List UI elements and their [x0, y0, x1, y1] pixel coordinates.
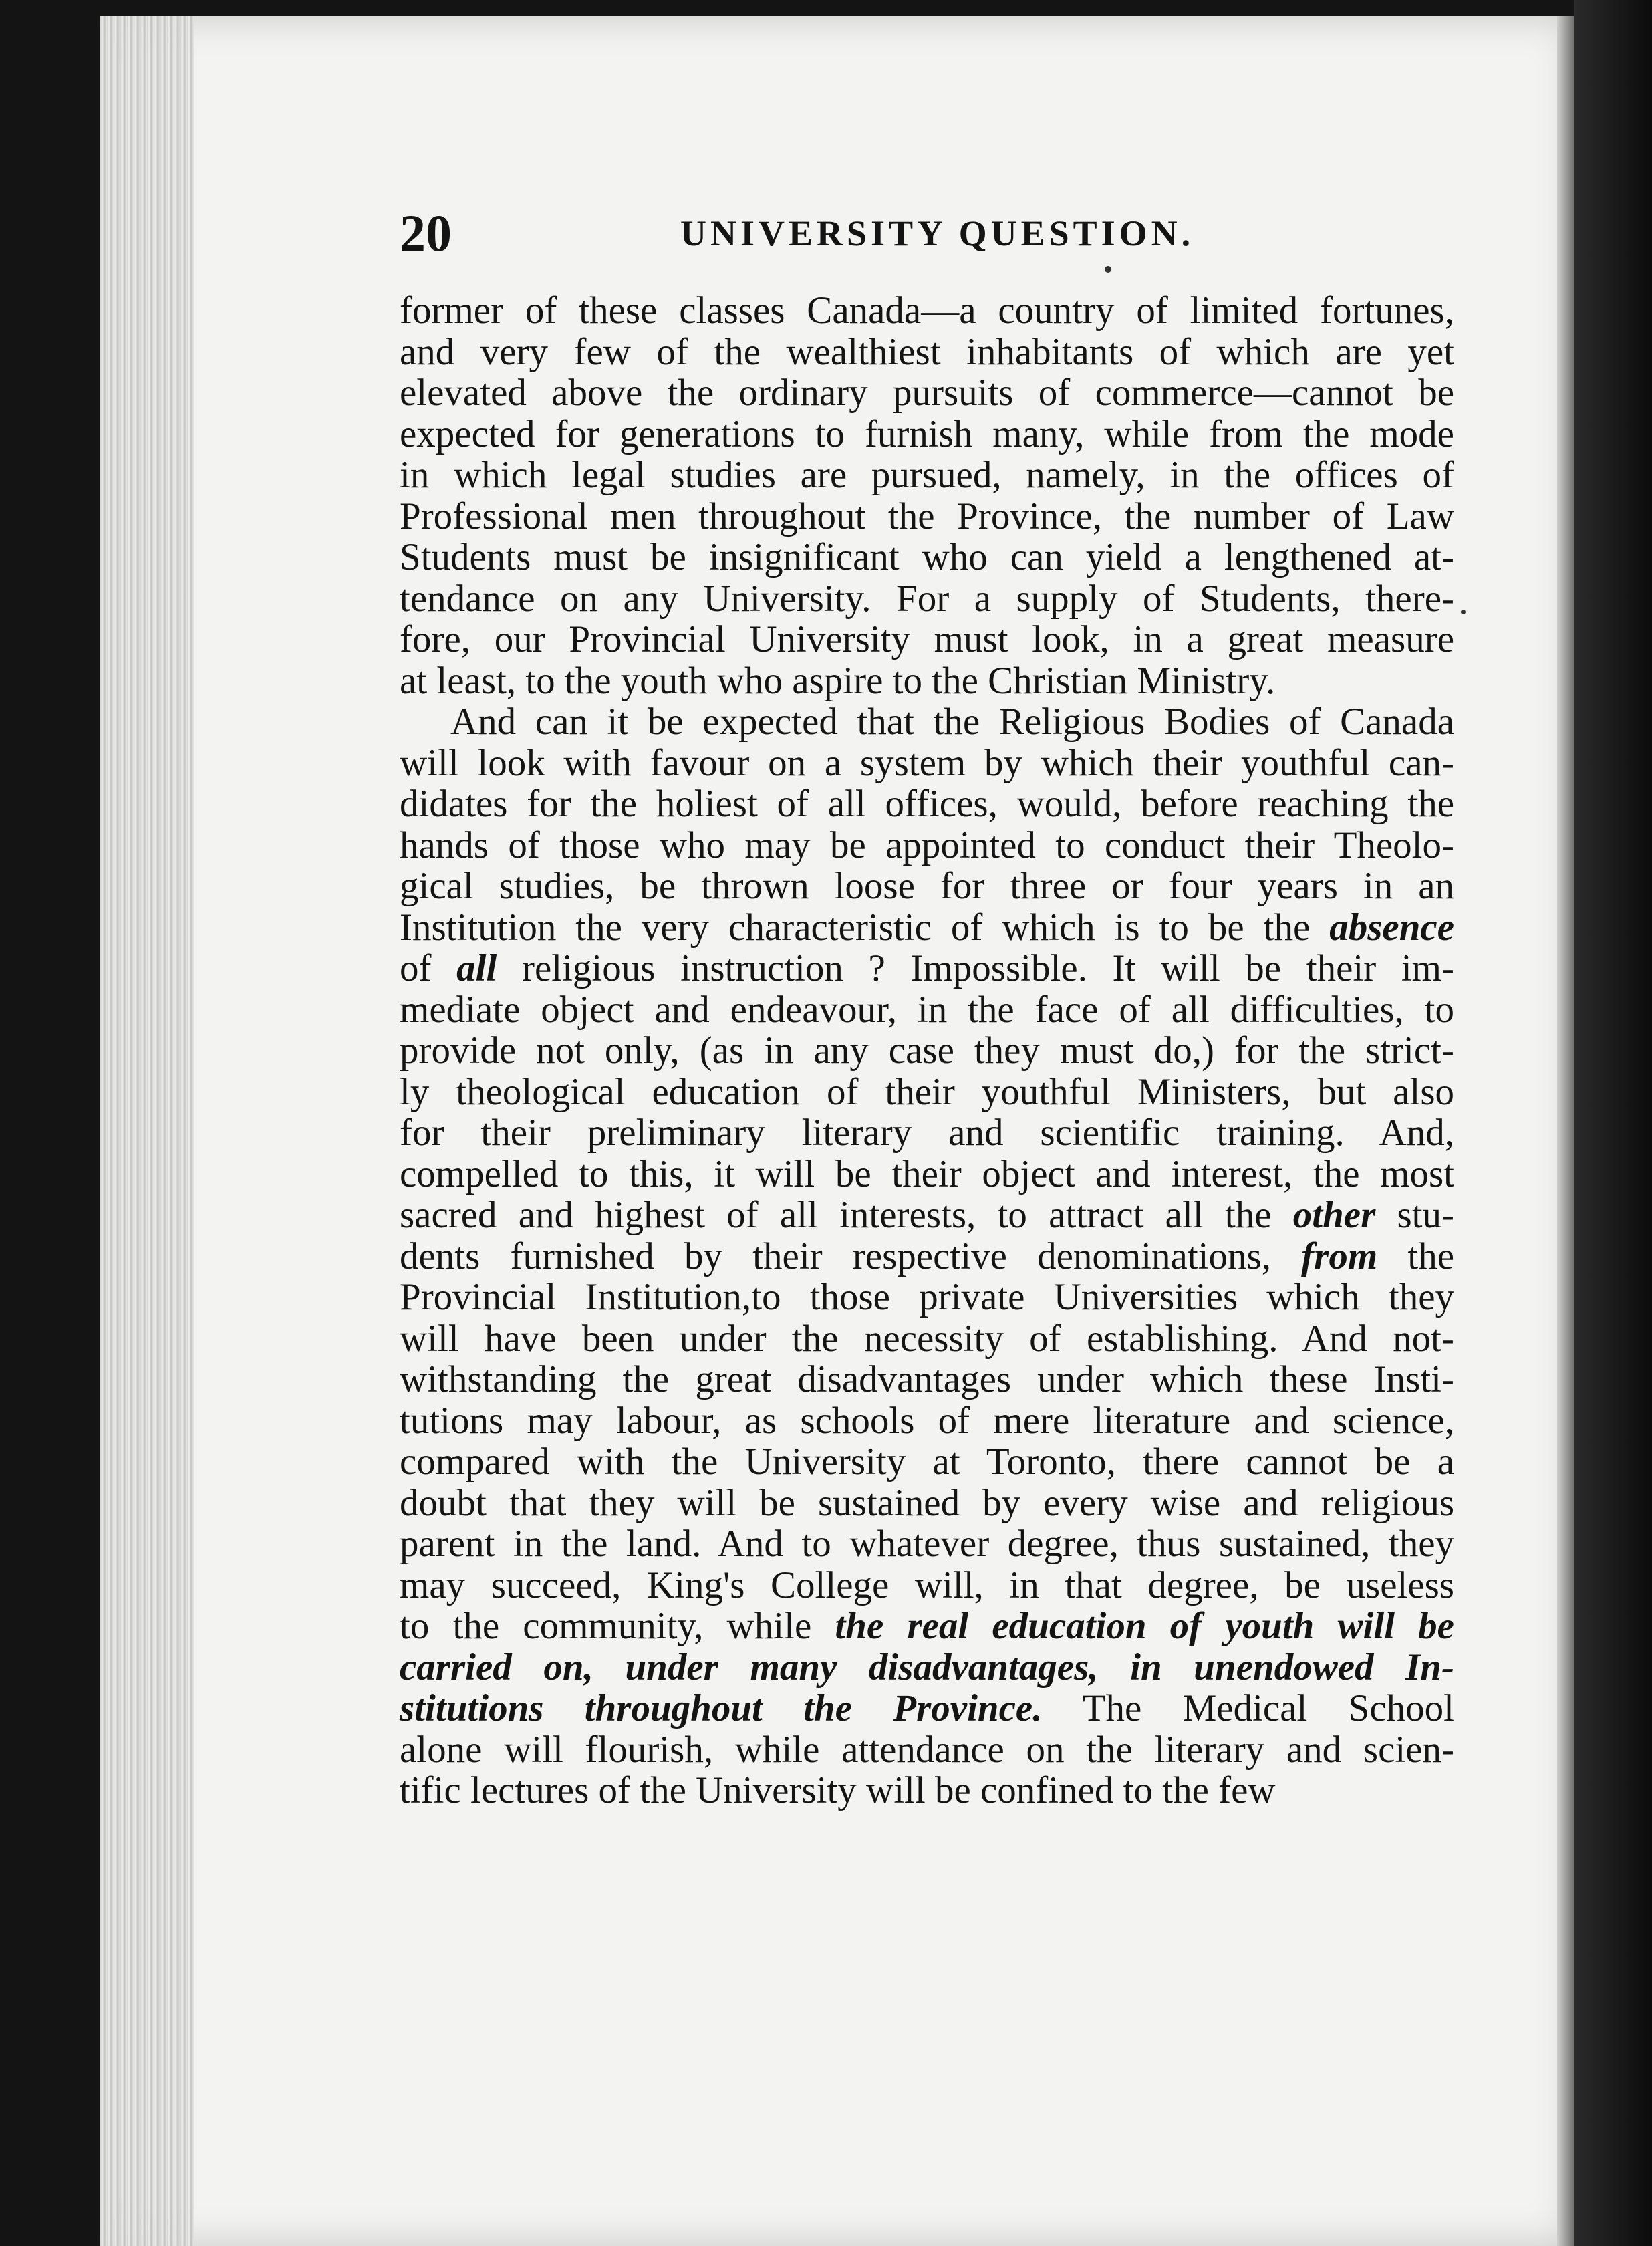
text-segment: to the community, while — [400, 1605, 835, 1647]
text-segment: hands of those who may be appointed to conduct their Theolo- — [400, 824, 1454, 866]
text-line — [400, 825, 1454, 866]
margin-dot-mark — [1461, 610, 1466, 614]
text-segment: and very few of the wealthiest inhabitants of which are yet — [400, 330, 1454, 373]
text-line — [400, 372, 1454, 414]
text-line — [400, 455, 1454, 496]
text-segment: gical studies, be thrown loose for three or four years in an — [400, 865, 1454, 907]
text-segment: compared with the University at Toronto, there cannot be a — [400, 1441, 1454, 1483]
text-segment: stu- — [1375, 1194, 1455, 1236]
text-line — [400, 619, 1454, 660]
text-line — [400, 1400, 1454, 1442]
text-line — [400, 701, 1454, 743]
text-line — [400, 496, 1454, 537]
text-line — [400, 1154, 1454, 1195]
text-line — [400, 414, 1454, 455]
running-head — [400, 203, 1469, 270]
text-segment: may succeed, King's College will, in that degree, be useless — [400, 1564, 1454, 1606]
ink-dot-mark — [1105, 266, 1111, 273]
running-head-title: UNIVERSITY QUESTION. — [680, 213, 1195, 253]
text-segment: religious instruction ? Impossible. It will be their im- — [497, 947, 1455, 989]
text-line — [400, 1359, 1454, 1400]
text-segment: the — [1377, 1235, 1454, 1277]
text-line — [400, 1565, 1454, 1606]
text-line — [400, 1441, 1454, 1483]
text-line — [400, 1688, 1454, 1729]
text-segment: tific lectures of the University will be confined to the few — [400, 1769, 1276, 1812]
text-segment: parent in the land. And to whatever degree, thus sustained, they — [400, 1523, 1454, 1565]
text-segment: at least, to the youth who aspire to the Christian Ministry. — [400, 659, 1276, 702]
italic-text: other — [1292, 1194, 1376, 1236]
text-line — [400, 1318, 1454, 1360]
text-line — [400, 1195, 1454, 1236]
italic-text: absence — [1329, 906, 1454, 949]
text-segment: Institution the very characteristic of which is to be the — [400, 906, 1330, 949]
text-line — [400, 743, 1454, 784]
text-segment: The Medical School — [1042, 1687, 1454, 1729]
text-line — [400, 1030, 1454, 1072]
text-segment: Students must be insignificant who can yield a lengthened at- — [400, 536, 1454, 578]
text-segment: fore, our Provincial University must look, in a great measure — [400, 618, 1454, 660]
text-segment: sacred and highest of all interests, to attract all the — [400, 1194, 1293, 1236]
text-segment: provide not only, (as in any case they must do,) for the strict- — [400, 1029, 1454, 1072]
text-segment: expected for generations to furnish many, while from the mode — [400, 412, 1454, 455]
page-edge-left — [100, 16, 194, 2246]
text-line — [400, 1483, 1454, 1524]
text-segment: for their preliminary literary and scientific training. And, — [400, 1112, 1454, 1154]
text-segment: elevated above the ordinary pursuits of commerce—cannot be — [400, 372, 1454, 414]
text-segment: will look with favour on a system by which their youthful can- — [400, 741, 1454, 784]
body-text — [400, 290, 1454, 1812]
text-line — [400, 1236, 1454, 1277]
text-line — [400, 1647, 1454, 1689]
text-line — [400, 1072, 1454, 1113]
text-segment: Provincial Institution,to those private Universities which they — [400, 1276, 1454, 1318]
text-line — [400, 1277, 1454, 1318]
text-line — [400, 578, 1454, 620]
text-segment: doubt that they will be sustained by every wise and religious — [400, 1481, 1454, 1524]
text-segment: ly theological education of their youthful Ministers, but also — [400, 1070, 1454, 1113]
italic-text: stitutions throughout the Province. — [400, 1687, 1043, 1729]
text-line — [400, 1523, 1454, 1565]
italic-text: all — [456, 947, 497, 989]
text-segment: in which legal studies are pursued, namely, in the offices of — [400, 454, 1454, 496]
text-line — [400, 660, 1454, 702]
text-line — [400, 332, 1454, 373]
text-segment: tendance on any University. For a supply of Students, there- — [400, 577, 1454, 620]
text-segment: Professional men throughout the Province, the number of Law — [400, 495, 1454, 537]
text-line — [400, 989, 1454, 1031]
page-edge-right — [1557, 16, 1574, 2246]
text-segment: will have been under the necessity of establishing. And not- — [400, 1317, 1454, 1360]
italic-text: carried on, under many disadvantages, in unendowed In- — [400, 1646, 1454, 1689]
book-gutter-shadow — [1574, 0, 1652, 2246]
text-segment: dents furnished by their respective denominations, — [400, 1235, 1302, 1277]
text-segment: of — [400, 947, 457, 989]
text-line — [400, 948, 1454, 989]
text-segment: former of these classes Canada—a country of limited fortunes, — [400, 289, 1454, 332]
text-line — [400, 1112, 1454, 1154]
text-line — [400, 907, 1454, 949]
italic-text: from — [1301, 1235, 1378, 1277]
text-segment: alone will flourish, while attendance on the literary and scien- — [400, 1728, 1454, 1771]
italic-text: the real education of youth will be — [835, 1605, 1454, 1647]
page-number: 20 — [400, 204, 452, 262]
text-line — [400, 537, 1454, 578]
text-segment: withstanding the great disadvantages under which these Insti- — [400, 1358, 1454, 1400]
text-line — [400, 1729, 1454, 1771]
text-line — [400, 866, 1454, 907]
text-line — [400, 783, 1454, 825]
text-segment: mediate object and endeavour, in the face of all difficulties, to — [400, 988, 1454, 1031]
text-segment: didates for the holiest of all offices, would, before reaching the — [400, 783, 1454, 825]
text-line — [400, 290, 1454, 332]
text-segment: And can it be expected that the Religious Bodies of Canada — [450, 701, 1454, 743]
text-line — [400, 1606, 1454, 1647]
text-segment: compelled to this, it will be their object and interest, the most — [400, 1152, 1454, 1195]
text-segment: tutions may labour, as schools of mere literature and science, — [400, 1399, 1454, 1442]
text-line — [400, 1770, 1454, 1812]
